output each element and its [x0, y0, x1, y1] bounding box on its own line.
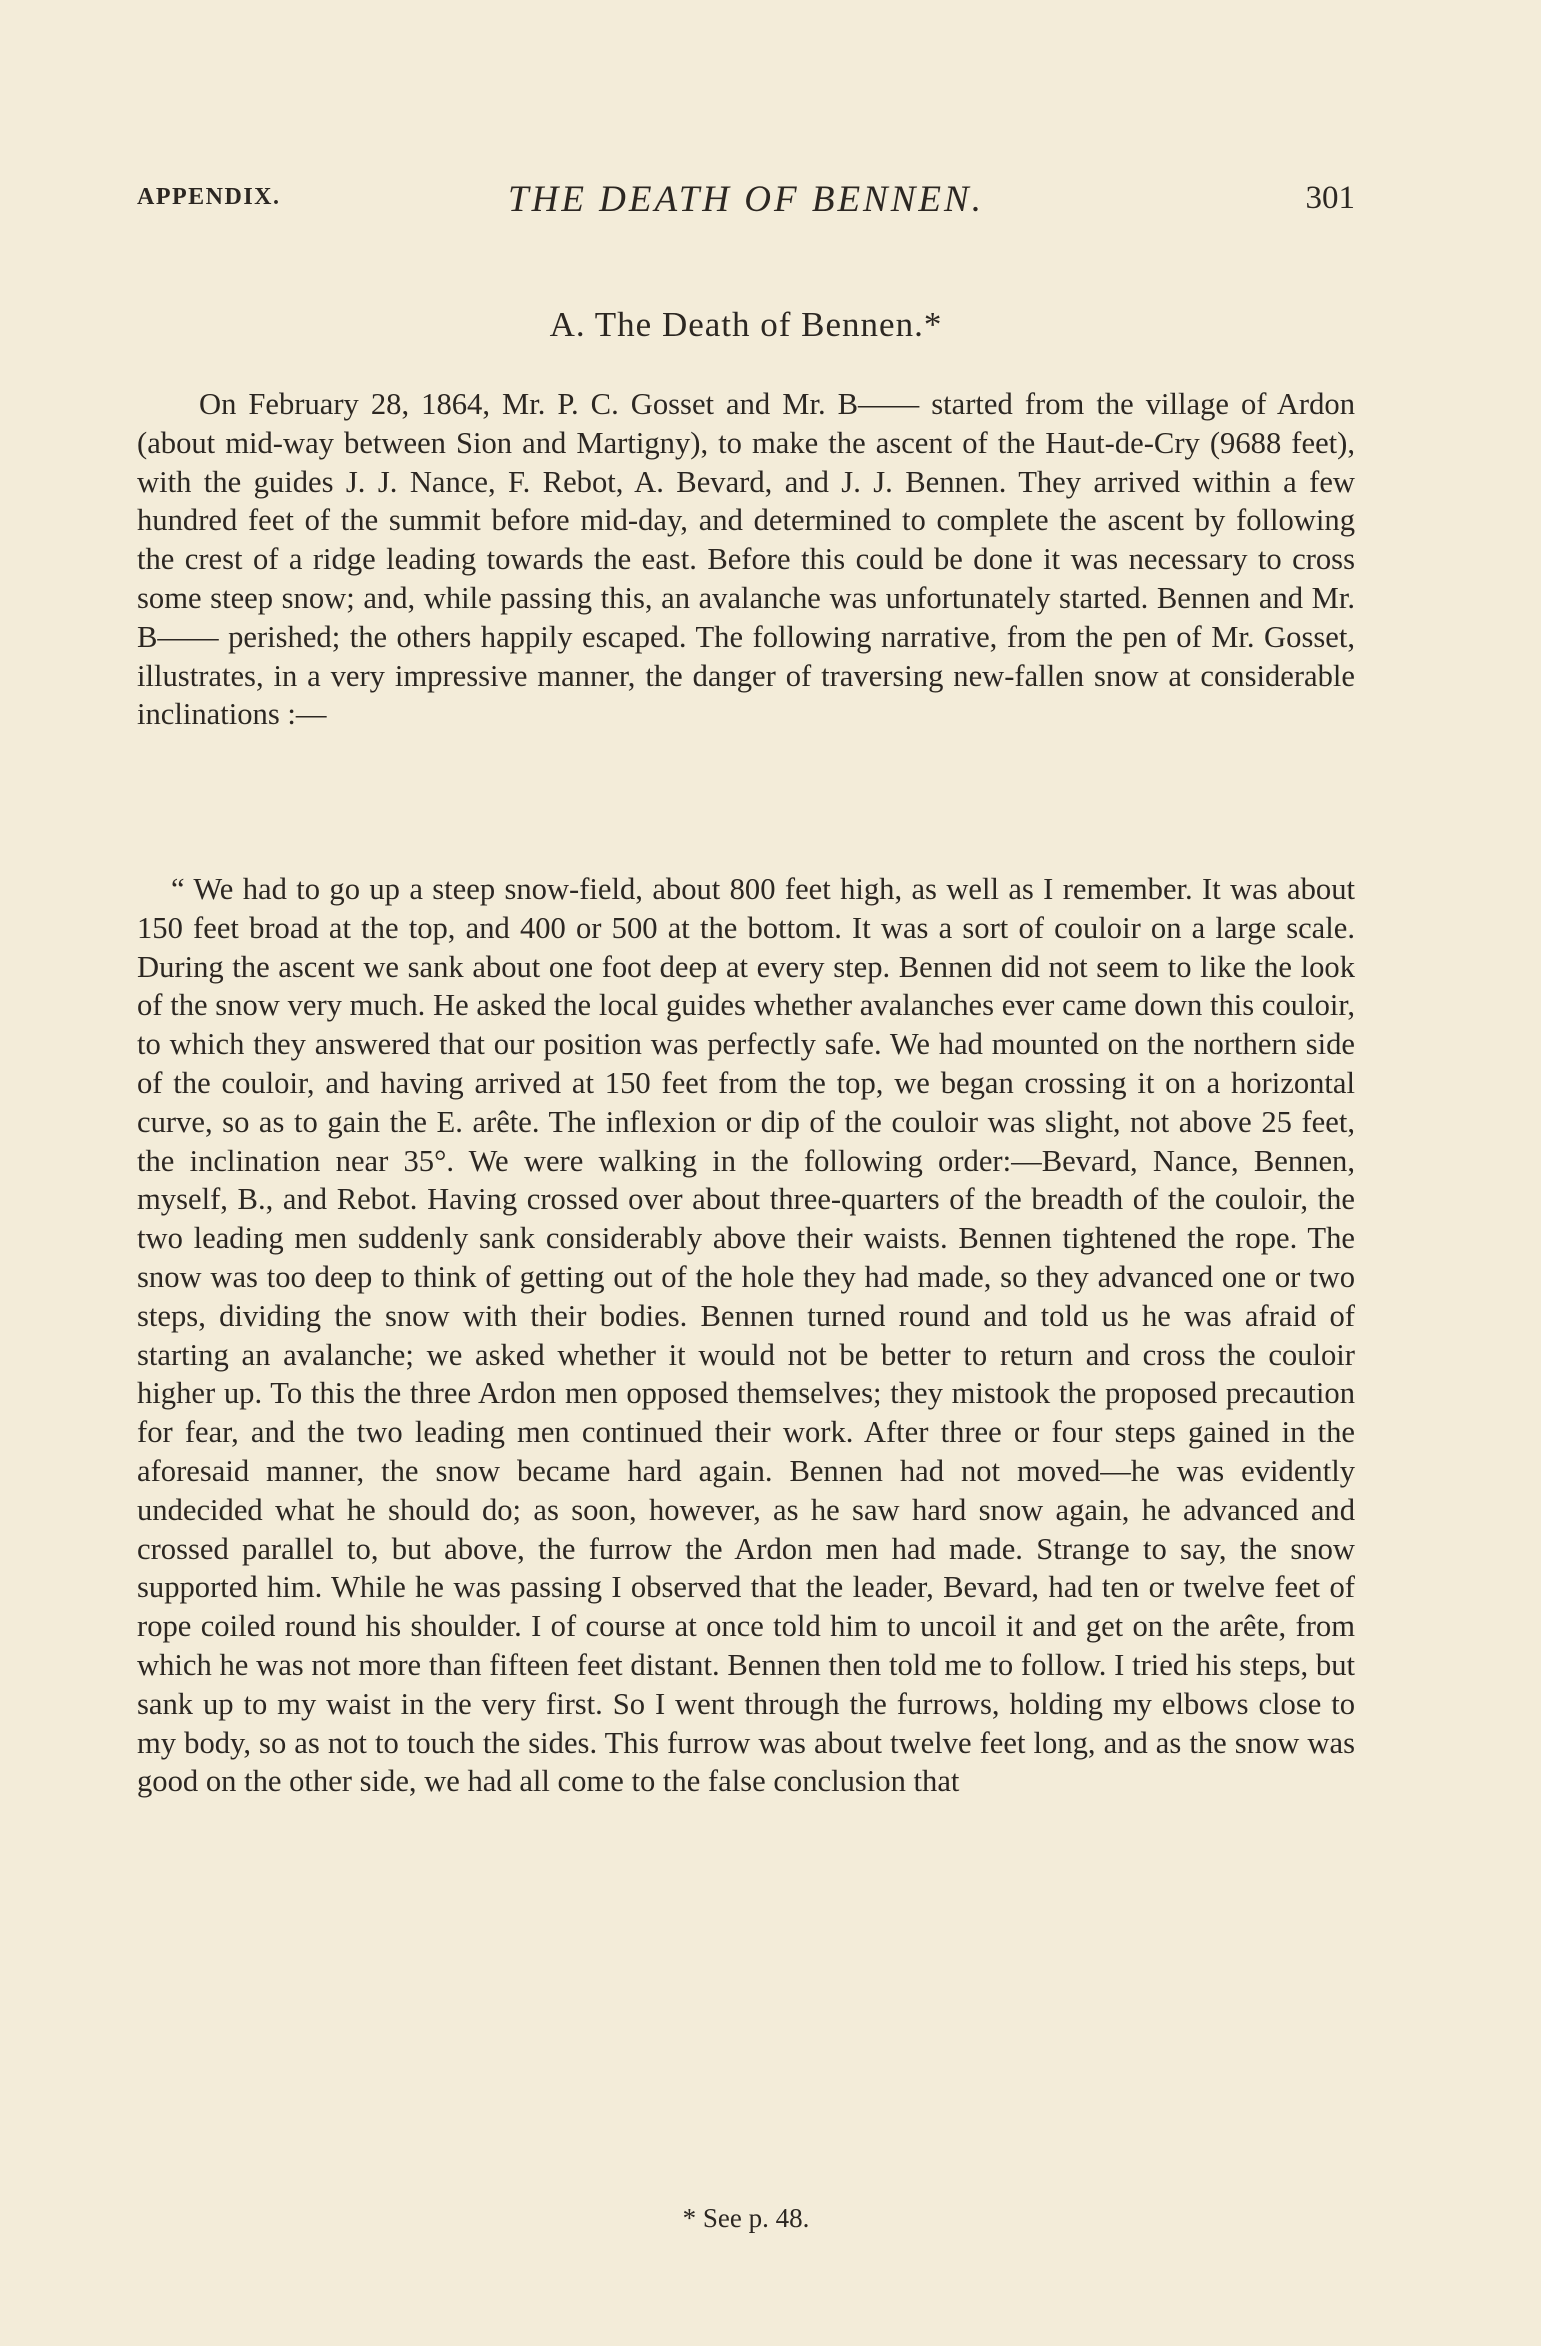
running-head: [137, 178, 1355, 228]
paragraph-narrative: “ We had to go up a steep snow-field, about 800 feet high, as well as I remember. It was about 150 feet broad at the top, and 400 or 500 at the bottom. It was a sort of couloir on a large scale. During the ascent we sank about one foot deep at every step. Bennen did not seem to like the look of the snow very much. He asked the local guides whether avalanches ever came down this couloir, to which they answered that our position was perfectly safe. We had mounted on the northern side of the couloir, and having arrived at 150 feet from the top, we began crossing it on a horizontal curve, so as to gain the E. arête. The inflexion or dip of the couloir was slight, not above 25 feet, the inclination near 35°. We were walking in the following order:—Bevard, Nance, Bennen, myself, B., and Rebot. Having crossed over about three-quarters of the breadth of the couloir, the two leading men suddenly sank considerably above their waists. Bennen tightened the rope. The snow was too deep to think of getting out of the hole they had made, so they advanced one or two steps, dividing the snow with their bodies. Bennen turned round and told us he was afraid of starting an avalanche; we asked whether it would not be better to return and cross the couloir higher up. To this the three Ardon men opposed themselves; they mistook the proposed precaution for fear, and the two leading men continued their work. After three or four steps gained in the aforesaid manner, the snow became hard again. Bennen had not moved—he was evidently undecided what he should do; as soon, however, as he saw hard snow again, he advanced and crossed parallel to, but above, the furrow the Ardon men had made. Strange to say, the snow supported him. While he was passing I observed that the leader, Bevard, had ten or twelve feet of rope coiled round his shoulder. I of course at once told him to uncoil it and get on the arête, from which he was not more than fifteen feet distant. Bennen then told me to follow. I tried his steps, but sank up to my waist in the very first. So I went through the furrows, holding my elbows close to my body, so as not to touch the sides. This furrow was about twelve feet long, and as the snow was good on the other side, we had all come to the false conclusion that: [137, 872, 1355, 1799]
page-number: 301: [1305, 180, 1355, 216]
footnote: * See p. 48.: [682, 2203, 810, 2233]
running-head-left: APPENDIX.: [137, 184, 281, 210]
running-head-title: THE DEATH OF BENNEN.: [508, 179, 984, 220]
paragraph-intro: On February 28, 1864, Mr. P. C. Gosset and Mr. B—— started from the village of Ardon (about mid-way between Sion and Martigny), to make the ascent of the Haut-de-Cry (9688 feet), with the guides J. J. Nance, F. Rebot, A. Bevard, and J. J. Bennen. They arrived within a few hundred feet of the summit before mid-day, and determined to complete the ascent by following the crest of a ridge leading towards the east. Before this could be done it was necessary to cross some steep snow; and, while passing this, an avalanche was unfortunately started. Bennen and Mr. B—— perished; the others happily escaped. The following narrative, from the pen of Mr. Gosset, illustrates, in a very impressive manner, the danger of traversing new-fallen snow at considerable inclinations :—: [137, 387, 1355, 732]
section-heading: A. The Death of Bennen.*: [549, 305, 943, 344]
